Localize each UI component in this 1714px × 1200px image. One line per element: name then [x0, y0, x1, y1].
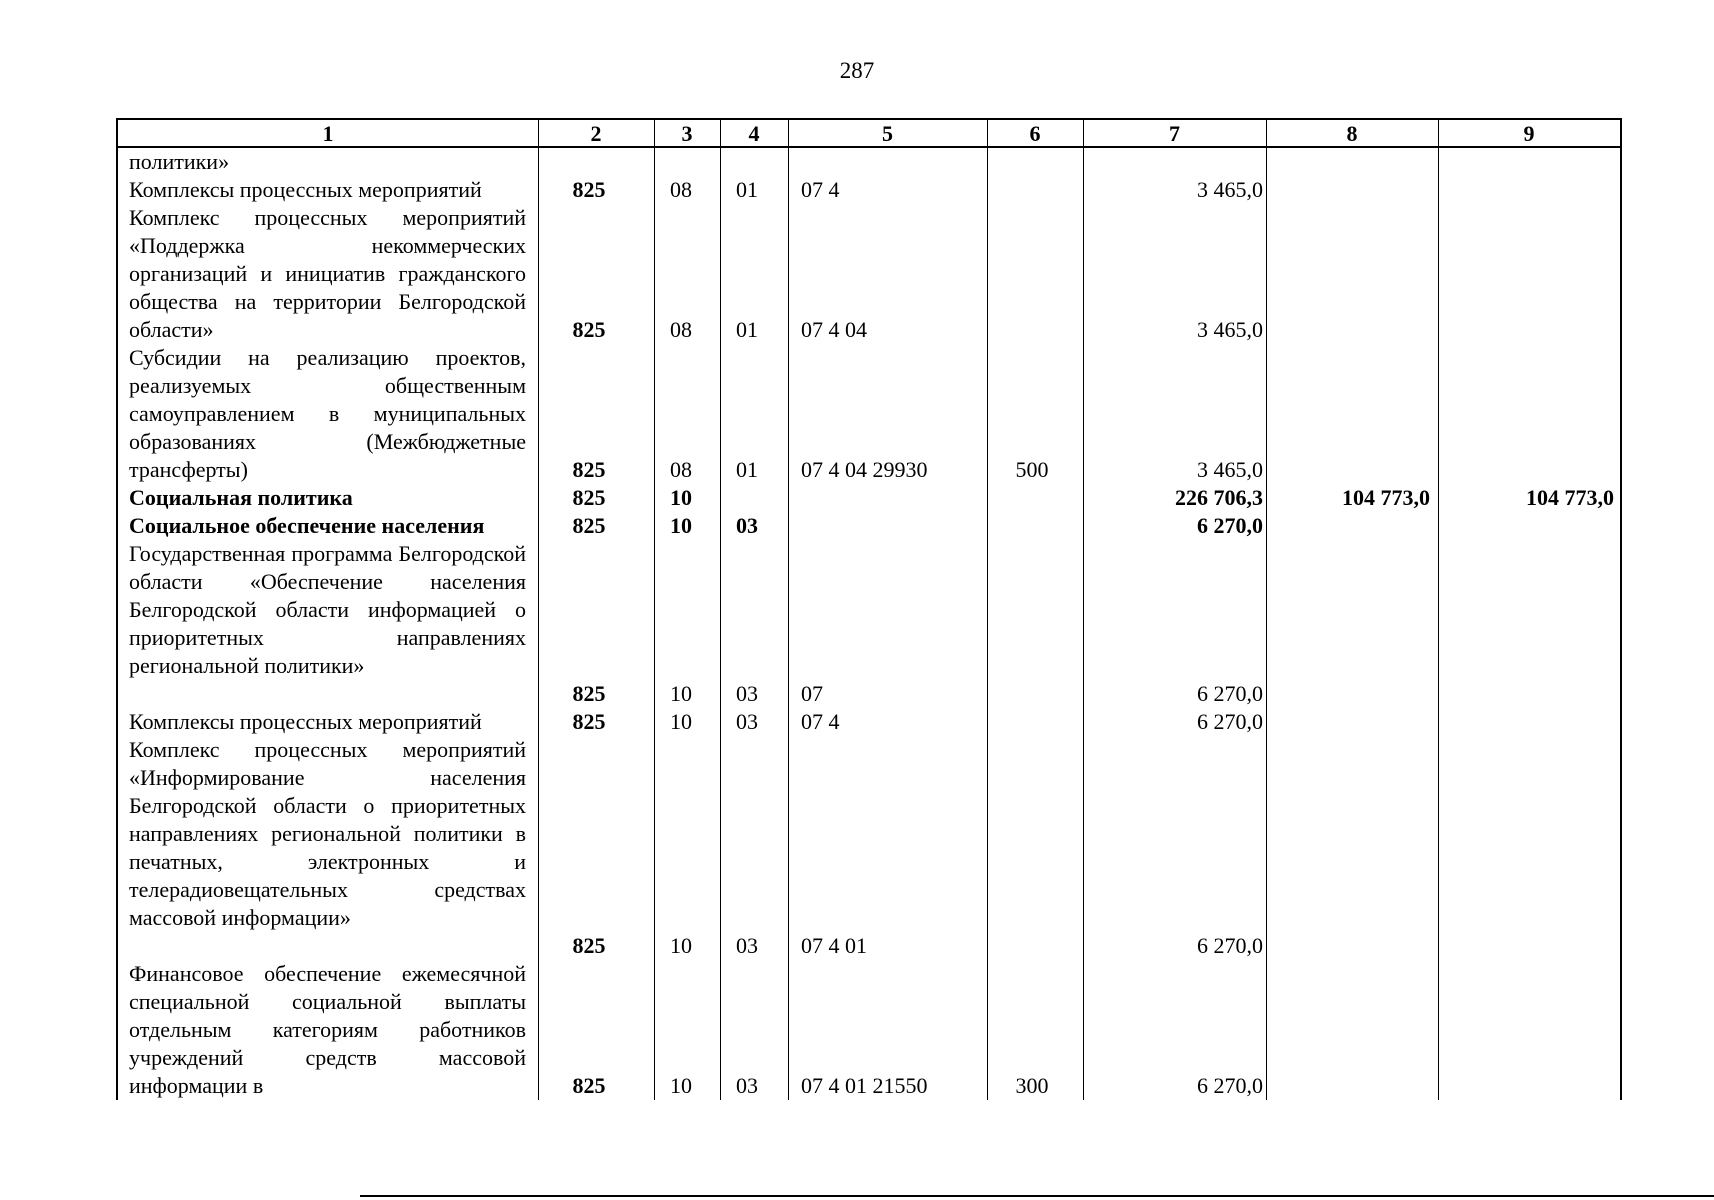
table-row — [118, 484, 1620, 512]
cell-chapter: 825 — [572, 177, 606, 202]
cell-amount: 6 270,0 — [1197, 709, 1263, 734]
cell-subsection: 03 — [736, 709, 758, 734]
table-row — [118, 736, 1620, 960]
cell-subsection: 01 — [736, 177, 758, 202]
table-row — [118, 176, 1620, 204]
cell-amount: 226 706,3 — [1175, 485, 1263, 510]
row-title: Финансовое обеспечение ежемесячной специальной социальной выплаты отдельным категориям работников учреждений средств массовой информации в — [129, 961, 526, 1098]
cell-section: 10 — [670, 709, 692, 734]
table-row — [118, 708, 1620, 736]
row-title: политики» — [129, 149, 230, 174]
cell-subsection: 01 — [736, 457, 758, 482]
cell-amount: 6 270,0 — [1197, 681, 1263, 706]
cell-target-article: 07 4 — [801, 709, 840, 734]
cell-amount: 6 270,0 — [1197, 1073, 1263, 1098]
table-header — [118, 120, 1620, 148]
cell-subsection: 03 — [736, 681, 758, 706]
row-title: Социальная политика — [129, 485, 353, 510]
cell-target-article: 07 4 04 — [801, 317, 867, 342]
cell-amount-year2: 104 773,0 — [1342, 485, 1430, 510]
budget-table — [116, 118, 1622, 1100]
row-title: Субсидии на реализацию проектов, реализуемых общественным самоуправлением в муниципальных образованиях (Межбюджетные трансферты) — [129, 345, 526, 482]
cell-section: 08 — [670, 457, 692, 482]
cell-chapter: 825 — [572, 457, 606, 482]
cell-amount-year3: 104 773,0 — [1526, 485, 1614, 510]
cell-amount: 3 465,0 — [1197, 177, 1263, 202]
row-title: Комплекс процессных мероприятий «Информирование населения Белгородской области о приоритетных направлениях региональной политики в печатных, электронных и телерадиовещательных средствах массовой информации» — [129, 737, 526, 930]
header-cell: 4 — [748, 121, 760, 146]
page-bottom-rule — [360, 1195, 1714, 1197]
cell-target-article: 07 4 — [801, 177, 840, 202]
cell-chapter: 825 — [572, 317, 606, 342]
header-cell: 6 — [1029, 121, 1041, 146]
cell-section: 10 — [670, 681, 692, 706]
cell-section: 08 — [670, 177, 692, 202]
cell-chapter: 825 — [572, 513, 606, 538]
cell-chapter: 825 — [572, 681, 606, 706]
row-title: Комплекс процессных мероприятий «Поддержка некоммерческих организаций и инициатив гражданского общества на территории Белгородской области» — [129, 205, 526, 342]
header-cell: 8 — [1346, 121, 1358, 146]
row-title: Социальное обеспечение населения — [129, 513, 485, 538]
cell-chapter: 825 — [572, 709, 606, 734]
table-row — [118, 512, 1620, 540]
cell-amount: 3 465,0 — [1197, 317, 1263, 342]
table-row — [118, 960, 1620, 1100]
cell-section: 10 — [670, 1073, 692, 1098]
cell-section: 10 — [670, 933, 692, 958]
cell-target-article: 07 — [801, 681, 823, 706]
table-row — [118, 344, 1620, 484]
cell-chapter: 825 — [572, 485, 606, 510]
cell-target-article: 07 4 01 21550 — [801, 1073, 928, 1098]
table-row — [118, 540, 1620, 708]
cell-expense-type: 500 — [1015, 457, 1049, 482]
table-row — [118, 148, 1620, 176]
header-cell: 7 — [1169, 121, 1180, 146]
cell-expense-type: 300 — [1015, 1073, 1049, 1098]
cell-amount: 3 465,0 — [1197, 457, 1263, 482]
cell-target-article: 07 4 04 29930 — [801, 457, 928, 482]
cell-section: 10 — [670, 513, 692, 538]
header-cell: 5 — [882, 121, 893, 146]
cell-subsection: 01 — [736, 317, 758, 342]
cell-chapter: 825 — [572, 933, 606, 958]
header-cell: 9 — [1523, 121, 1535, 146]
header-cell: 1 — [322, 121, 334, 146]
cell-section: 08 — [670, 317, 692, 342]
row-title: Государственная программа Белгородской области «Обеспечение населения Белгородской области информацией о приоритетных направлениях региональной политики» — [129, 541, 526, 678]
cell-amount: 6 270,0 — [1197, 933, 1263, 958]
cell-section: 10 — [670, 485, 692, 510]
cell-amount: 6 270,0 — [1197, 513, 1263, 538]
cell-subsection: 03 — [736, 513, 758, 538]
header-cell: 3 — [681, 121, 693, 146]
cell-target-article: 07 4 01 — [801, 933, 867, 958]
row-title: Комплексы процессных мероприятий — [129, 177, 482, 202]
table-row — [118, 204, 1620, 344]
page-number: 287 — [839, 58, 875, 83]
header-cell: 2 — [590, 121, 602, 146]
cell-subsection: 03 — [736, 933, 758, 958]
row-title: Комплексы процессных мероприятий — [129, 709, 482, 734]
cell-subsection: 03 — [736, 1073, 758, 1098]
cell-chapter: 825 — [572, 1073, 606, 1098]
